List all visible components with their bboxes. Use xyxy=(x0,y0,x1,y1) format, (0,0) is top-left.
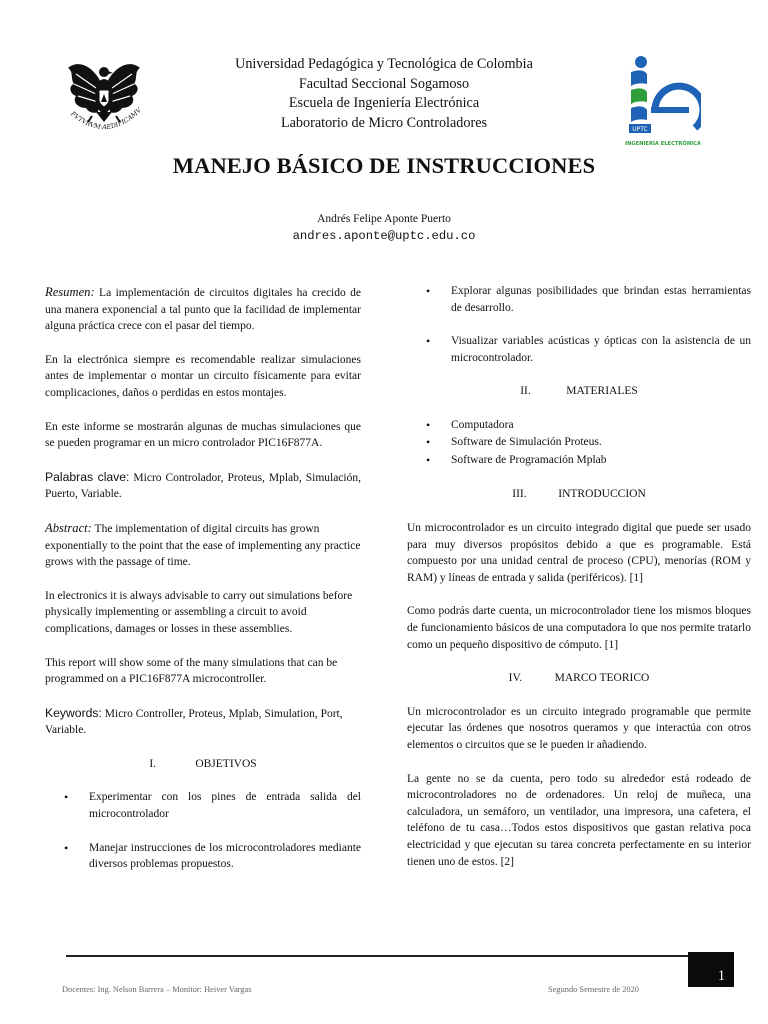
electronic-engineering-logo xyxy=(625,54,701,150)
resumen-text: La implementación de circuitos digitales ha crecido de una manera exponencial a tal punto que la facilidad de implementar alguna práctica crece con el pasar del tiempo. xyxy=(45,287,361,333)
footer-instructors: Docentes: Ing. Nelson Barrera – Monitor: Heiver Vargas xyxy=(62,985,252,994)
resumen-label: Resumen: xyxy=(45,285,95,299)
page-number: 1 xyxy=(717,968,725,984)
list-item: • Explorar algunas posibilidades que brindan estas herramientas de desarrollo. xyxy=(407,283,751,316)
svg-text:FVTVRVM·AEDIFICAMVS: FVTVRVM·AEDIFICAMV xyxy=(69,106,143,132)
footer-semester: Segundo Semestre de 2020 xyxy=(548,985,639,994)
palabras-clave-paragraph xyxy=(45,469,361,503)
university-eagle-logo xyxy=(62,54,146,140)
faculty-name: Facultad Seccional Sogamoso xyxy=(298,75,470,92)
section-number: I. xyxy=(149,757,157,770)
logo-caption: INGENIERÍA ELECTRÓNICA xyxy=(625,141,701,147)
list-item: • Software de Programación Mplab xyxy=(407,452,751,470)
keywords-paragraph xyxy=(45,705,361,739)
section-number: II. xyxy=(520,385,531,398)
marco-teorico-paragraph-2: La gente no se da cuenta, pero todo su alrededor está rodeado de microcontroladores no de ordenadores. Un reloj de muñeca, una calculadora, un semáforo, un ventilador, una impresora, una cafetera, el teléfono de tu casa…Todos estos dispositivos que gastan relativa poca electricidad y que ejecutan su tarea concreta perfectamente en su interior tienen uno de estos. [2] xyxy=(407,772,751,868)
list-item: • Software de Simulación Proteus. xyxy=(407,434,751,452)
intro-paragraph-2: En la electrónica siempre es recomendable realizar simulaciones antes de implementar o montar un circuito físicamente para evitar complicaciones, daños o perdidas en estos montajes. xyxy=(45,353,361,399)
paper-title: MANEJO BÁSICO DE INSTRUCCIONES xyxy=(172,153,596,178)
abstract-paragraph xyxy=(45,520,361,571)
english-paragraph-2: In electronics it is always advisable to carry out simulations before physically implementing or assembling a circuit to avoid complications, damages or losses in these assemblies. xyxy=(45,589,353,635)
list-item: • Manejar instrucciones de los microcontroladores mediante diversos problemas propuestos. xyxy=(45,840,361,873)
keywords-text: Micro Controller, Proteus, Mplab, Simulation, Port, Variable. xyxy=(45,707,343,737)
section-title: INTRODUCCION xyxy=(558,488,646,501)
section-title: MARCO TEORICO xyxy=(554,672,650,685)
section-number: III. xyxy=(512,488,527,501)
abstract-label: Abstract: xyxy=(45,520,92,535)
introduccion-paragraph-1: Un microcontrolador es un circuito integrado digital que puede ser usado para muy diversos propósitos debido a que es programable. Está compuesto por una unidad central de proceso (CPU), menorías (ROM y RAM) y líneas de entrada y salida (periféricos). [1] xyxy=(407,522,751,584)
author-name: Andrés Felipe Aponte Puerto xyxy=(317,213,451,225)
objetivos-list-continued xyxy=(407,283,751,366)
keywords-label: Keywords: xyxy=(45,705,102,720)
university-name: Universidad Pedagógica y Tecnológica de Colombia xyxy=(235,56,533,72)
section-objetivos-heading xyxy=(45,756,361,773)
section-marco-teorico-heading xyxy=(407,670,751,687)
left-column-body xyxy=(45,284,361,873)
objetivos-list xyxy=(45,789,361,872)
institution-header xyxy=(150,55,618,133)
right-column-body xyxy=(407,283,751,870)
palabras-clave-label: Palabras clave: xyxy=(45,469,130,484)
list-item: • Experimentar con los pines de entrada salida del microcontrolador xyxy=(45,789,361,822)
marco-teorico-paragraph-1: Un microcontrolador es un circuito integrado programable que permite ejecutar las órdenes que nosotros queramos y que interactúa con otros elementos o circuitos que se le pueden ir añadiendo. xyxy=(407,705,751,751)
introduccion-paragraph-2: Como podrás darte cuenta, un microcontrolador tiene los mismos bloques de funcionamiento básicos de una computadora lo que nos permite tratarlo como un pequeño dispositivo de cómputo. [1] xyxy=(407,605,751,651)
section-title: MATERIALES xyxy=(566,385,638,398)
list-item: • Computadora xyxy=(407,417,751,435)
page-number-box xyxy=(688,952,734,987)
section-title: OBJETIVOS xyxy=(195,757,257,770)
abstract-text: The implementation of digital circuits has grown exponentially to the point that the ease of implementing any practice grows with the passage of time. xyxy=(45,522,361,569)
english-paragraph-3: This report will show some of the many simulations that can be programmed on a PIC16F877A microcontroller. xyxy=(45,656,338,686)
uptc-badge-text: UPTC xyxy=(632,126,648,133)
author-email: andres.aponte@uptc.edu.co xyxy=(292,229,476,243)
palabras-clave-text: Micro Controlador, Proteus, Mplab, Simulación, Puerto, Variable. xyxy=(45,471,361,501)
resumen-paragraph xyxy=(45,284,361,335)
section-number: IV. xyxy=(508,672,523,685)
section-materiales-heading xyxy=(407,383,751,400)
laboratory-name: Laboratorio de Micro Controladores xyxy=(280,114,488,131)
section-introduccion-heading xyxy=(407,486,751,503)
school-name: Escuela de Ingeniería Electrónica xyxy=(288,95,480,111)
intro-paragraph-3: En este informe se mostrarán algunas de muchas simulaciones que se pueden programar en un micro controlador PIC16F877A. xyxy=(45,420,361,450)
list-item: • Visualizar variables acústicas y ópticas con la asistencia de un microcontrolador. xyxy=(407,333,751,366)
footer-rule xyxy=(66,955,688,957)
materiales-list xyxy=(407,417,751,470)
